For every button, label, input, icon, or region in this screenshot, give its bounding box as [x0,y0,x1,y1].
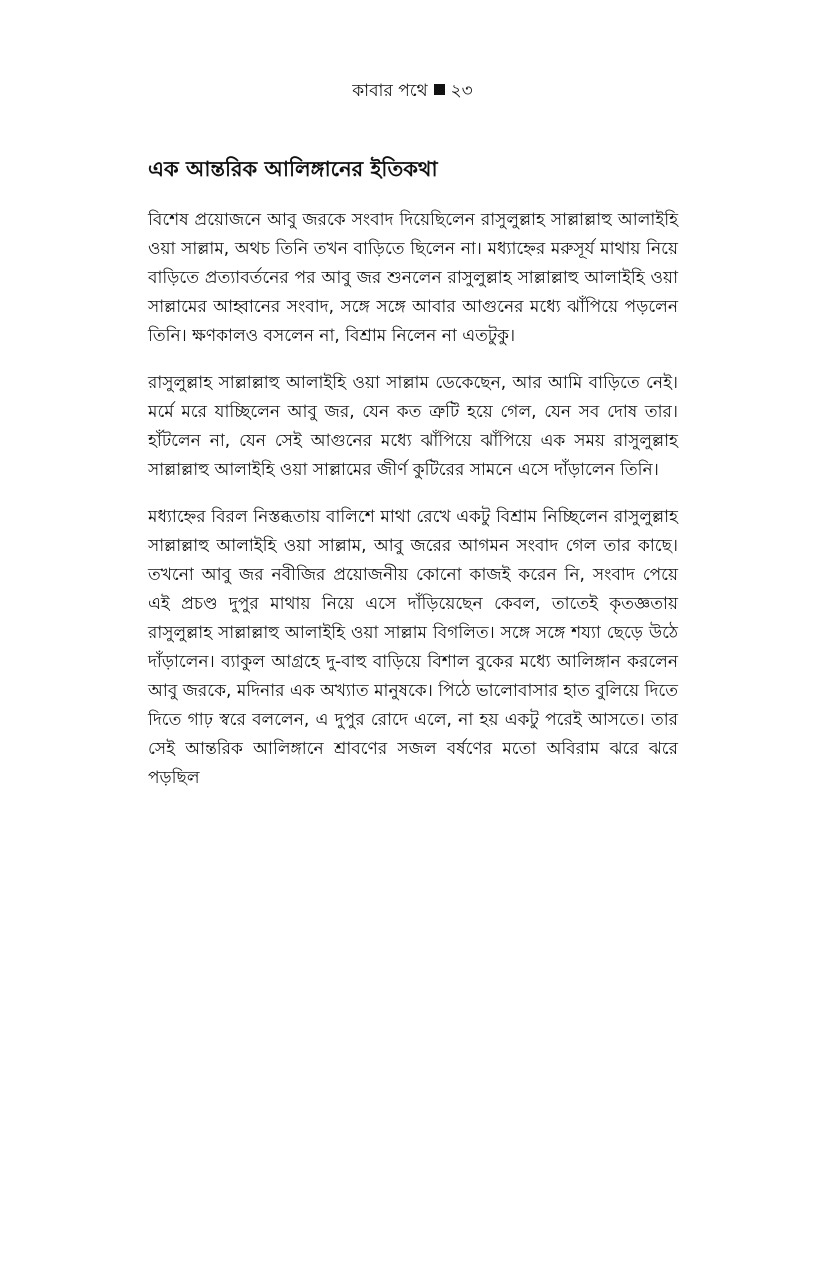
page-content [148,152,678,793]
paragraph: বিশেষ প্রয়োজনে আবু জরকে সংবাদ দিয়েছিলেন রাসুলুল্লাহ সাল্লাল্লাহু আলাইহি ওয়া সাল্লাম, অথচ তিনি তখন বাড়িতে ছিলেন না। মধ্যাহ্নের মরুসূর্য মাথায় নিয়ে বাড়িতে প্রত্যাবর্তনের পর আবু জর শুনলেন রাসুলুল্লাহ সাল্লাল্লাহু আলাইহি ওয়া সাল্লামের আহ্বানের সংবাদ, সঙ্গে সঙ্গে আবার আগুনের মধ্যে ঝাঁপিয়ে পড়লেন তিনি। ক্ষণকালও বসলেন না, বিশ্রাম নিলেন না এতটুকু। [148,210,678,346]
book-title: কাবার পথে [352,81,428,101]
square-separator-icon [434,84,445,95]
paragraph: মধ্যাহ্নের বিরল নিস্তব্ধতায় বালিশে মাথা রেখে একটু বিশ্রাম নিচ্ছিলেন রাসুলুল্লাহ সাল্লাল্লাহু আলাইহি ওয়া সাল্লাম, আবু জরের আগমন সংবাদ গেল তার কাছে। তখনো আবু জর নবীজির প্রয়োজনীয় কোনো কাজই করেন নি, সংবাদ পেয়ে এই প্রচণ্ড দুপুর মাথায় নিয়ে এসে দাঁড়িয়েছেন কেবল, তাতেই কৃতজ্ঞতায় রাসুলুল্লাহ সাল্লাল্লাহু আলাইহি ওয়া সাল্লাম বিগলিত। সঙ্গে সঙ্গে শয্যা ছেড়ে উঠে দাঁড়ালেন। ব্যাকুল আগ্রহে দু-বাহু বাড়িয়ে বিশাল বুকের মধ্যে আলিঙ্গান করলেন আবু জরকে, মদিনার এক অখ্যাত মানুষকে। পিঠে ভালোবাসার হাত বুলিয়ে দিতে দিতে গাঢ় স্বরে বললেন, এ দুপুর রোদে এলে, না হয় একটু পরেই আসতে। তার সেই আন্তরিক আলিঙ্গানে শ্রাবণের সজল বর্ষণের মতো অবিরাম ঝরে ঝরে পড়ছিল [148,507,678,788]
paragraph: রাসুলুল্লাহ সাল্লাল্লাহু আলাইহি ওয়া সাল্লাম ডেকেছেন, আর আমি বাড়িতে নেই। মর্মে মরে যাচ্ছিলেন আবু জর, যেন কত ত্রুটি হয়ে গেল, যেন সব দোষ তার। হাঁটলেন না, যেন সেই আগুনের মধ্যে ঝাঁপিয়ে ঝাঁপিয়ে এক সময় রাসুলুল্লাহ সাল্লাল্লাহু আলাইহি ওয়া সাল্লামের জীর্ণ কুটিরের সামনে এসে দাঁড়ালেন তিনি। [148,373,678,480]
page-number: ২৩ [450,81,473,101]
running-header [0,78,825,104]
chapter-title: এক আন্তরিক আলিঙ্গানের ইতিকথা [148,157,438,181]
